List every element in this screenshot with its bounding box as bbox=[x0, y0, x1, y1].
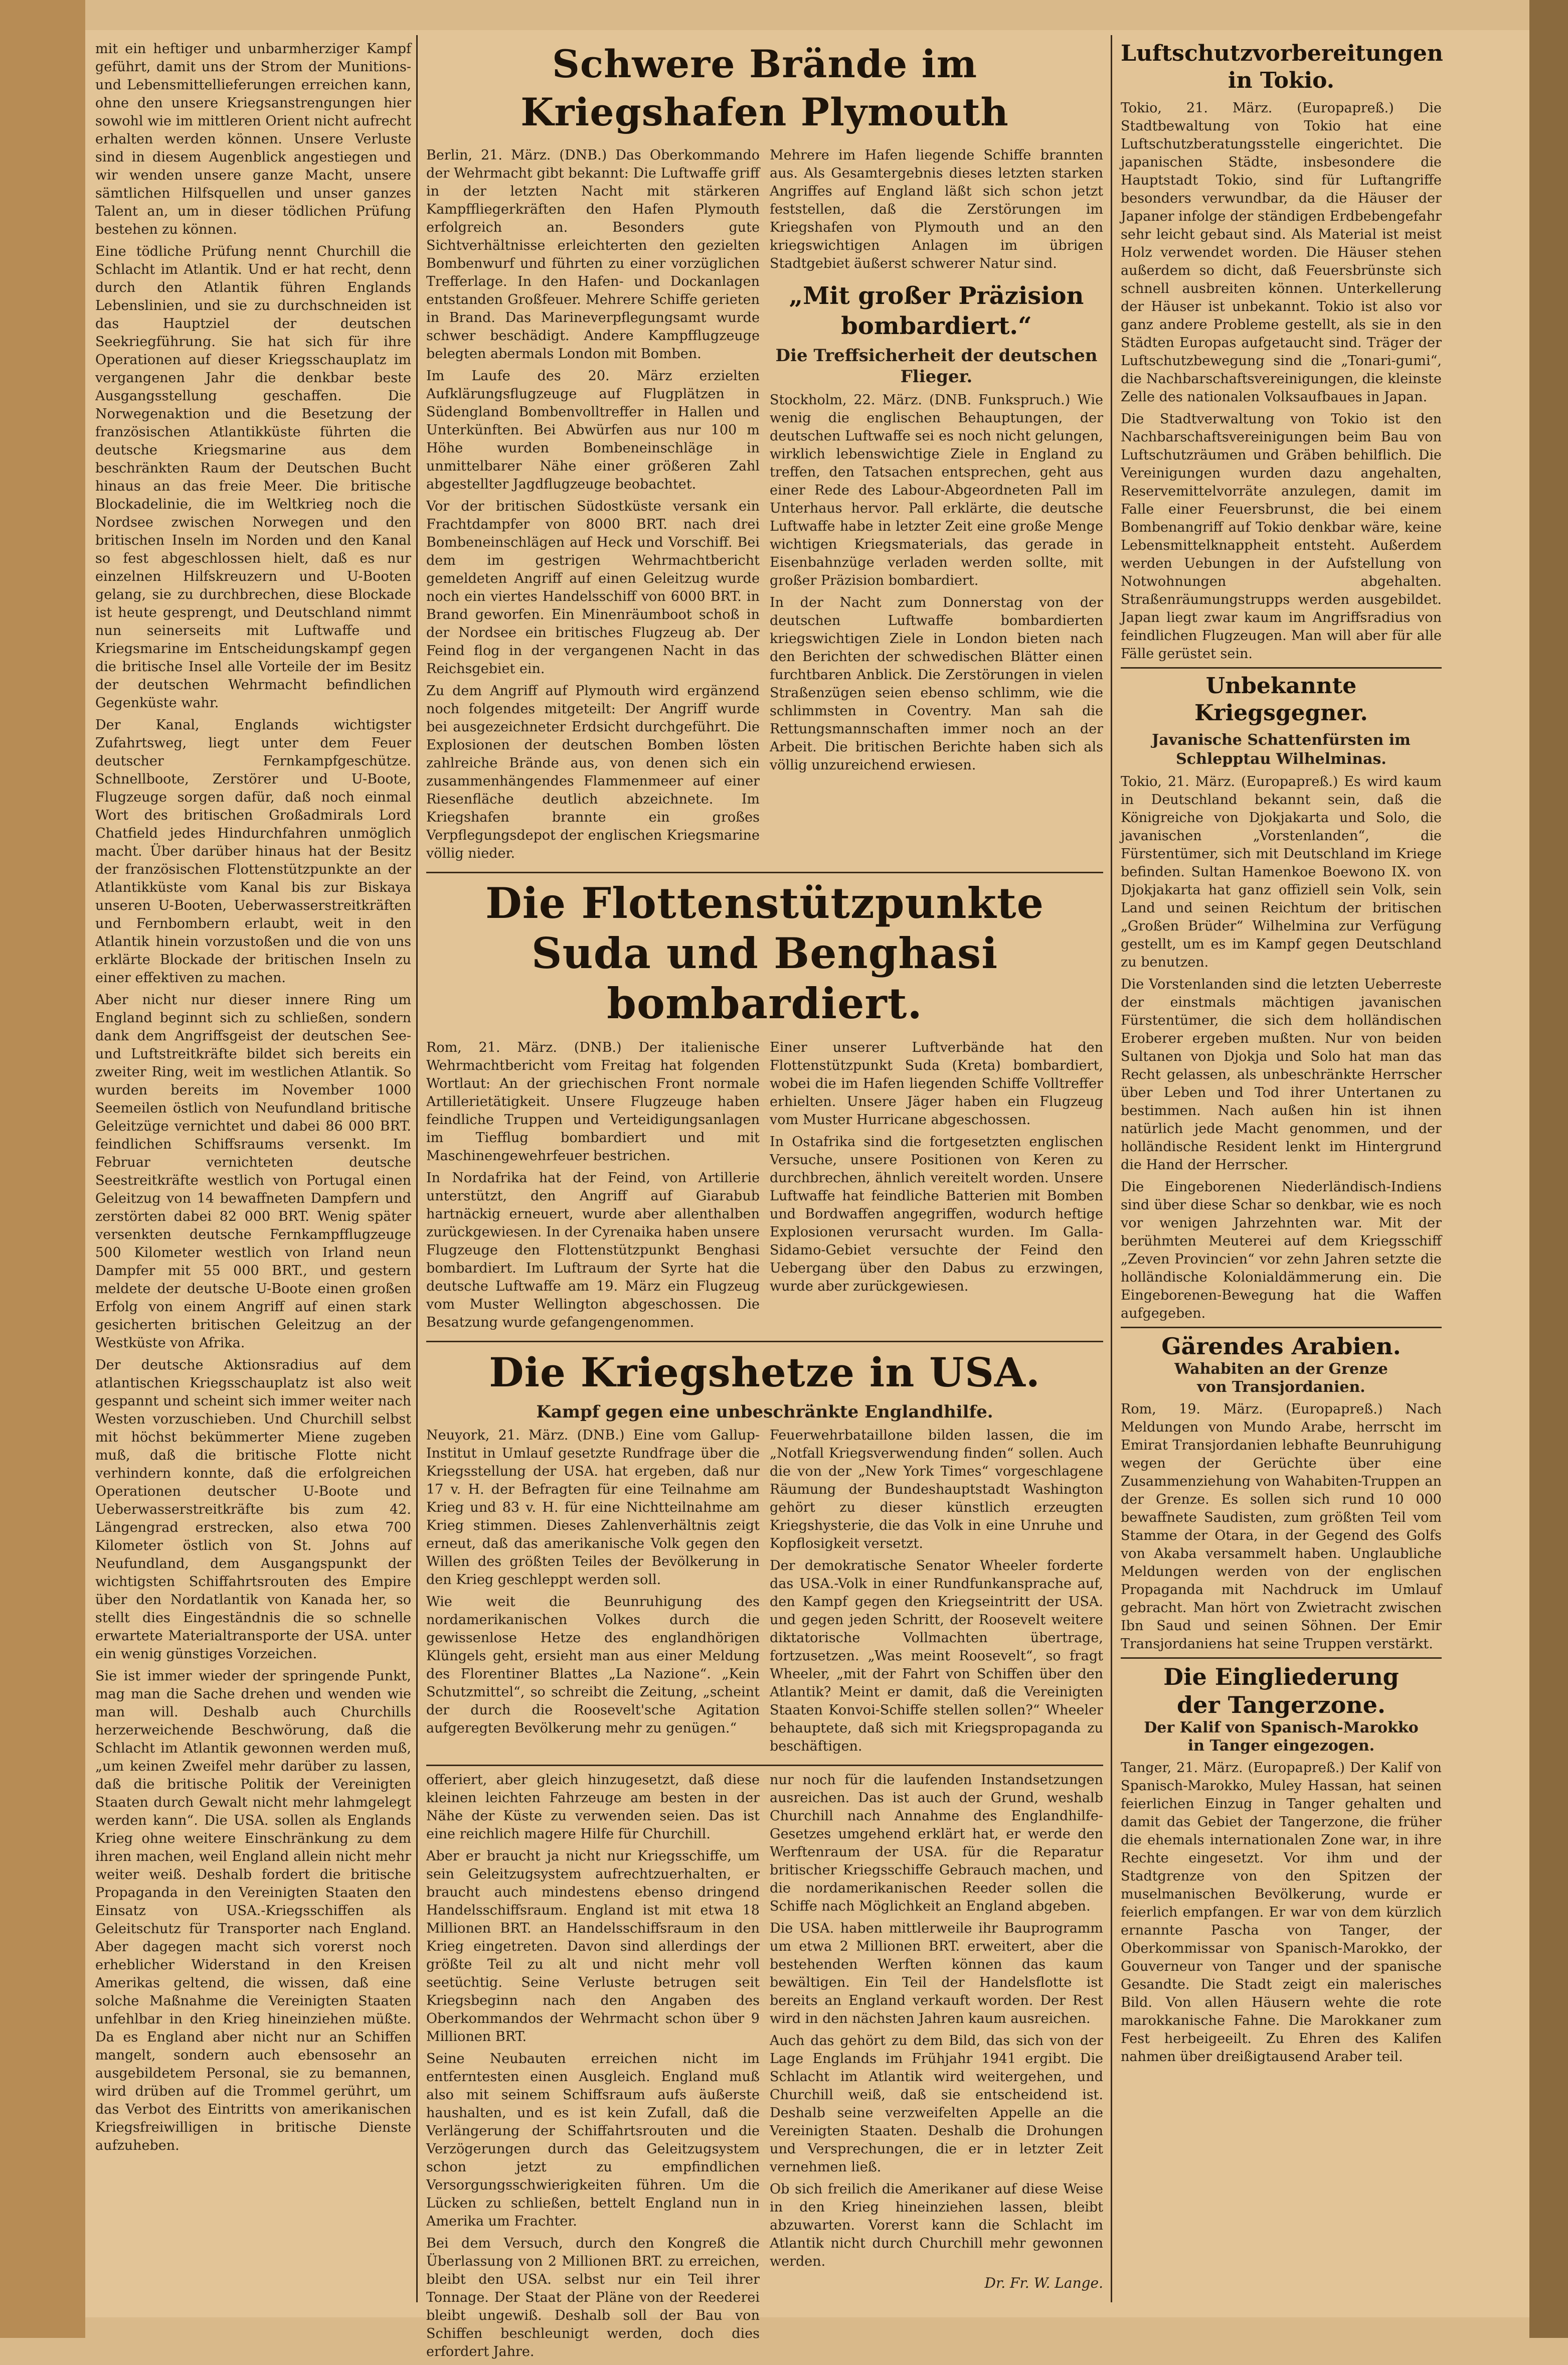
article-paragraph: Rom, 21. März. (DNB.) Der italienische Wehrmachtbericht vom Freitag hat folgenden Wortlaut: An der griechischen Front normale Artillerietätigkeit. Unsere Flugzeuge haben feindliche Truppen und Verteidigungsanlagen im Tiefflug bombardiert und mit Maschinengewehrfeuer bestrichen. bbox=[426, 1040, 760, 1164]
article-paragraph: Ob sich freilich die Amerikaner auf diese Weise in den Krieg hineinziehen lassen, bleibt abzuwarten. Vorerst kann die Schlacht im Atlantik nicht durch Churchill mehr gewonnen werden. bbox=[770, 2181, 1103, 2269]
section-divider bbox=[426, 1765, 1103, 1766]
section-divider bbox=[1121, 1657, 1442, 1659]
article-paragraph: Bei dem Versuch, durch den Kongreß die Überlassung von 2 Millionen BRT. zu erreichen, bleibt den USA. selbst nur ein Teil ihrer Tonnage. Der Staat der Pläne von der Reederei bleibt ungewiß. Deshalb soll der Bau von Schiffen beschleunigt werden, doch dies erfordert Jahre. bbox=[426, 2236, 760, 2359]
article-paragraph: offeriert, aber gleich hinzugesetzt, daß diese kleinen leichten Fahrzeuge am besten in der Nähe der Küste zu verwenden seien. Das ist eine reichlich magere Hilfe für Churchill. bbox=[426, 1772, 760, 1842]
article-paragraph: Aber er braucht ja nicht nur Kriegsschiffe, um sein Geleitzugsystem aufrechtzuerhalten, er braucht auch mindestens ebenso dringend Handelsschiffsraum. England ist mit etwa 18 Millionen BRT. an Handelsschiffsraum in den Krieg eingetreten. Davon sind allerdings der größte Teil zu alt und nicht mehr voll seetüchtig. Seine Verluste betrugen seit Kriegsbeginn nach den Angaben des Oberkommandos der Wehrmacht schon über 9 Millionen BRT. bbox=[426, 1848, 760, 2044]
headline-luftschutz-tokio-2: in Tokio. bbox=[1228, 68, 1335, 93]
section-divider bbox=[1121, 1327, 1442, 1328]
col1-paragraph: Aber nicht nur dieser innere Ring um England beginnt sich zu schließen, sondern dank dem Angriffsgeist der deutschen See- und Luftstreitkräfte bildet sich bereits ein zweiter Ring, weit im westlichen Atlantik. So wurden bereits im November 1000 Seemeilen östlich von Neufundland britische Geleitzüge vernichtet und dabei 86 000 BRT. feindlichen Schiffsraums versenkt. Im Februar vernichteten deutsche Seestreitkräfte westlich von Portugal einen Geleitzug von 14 bewaffneten Dampfern und zerstörten dabei 82 000 BRT. Wenig später versenkten deutsche Fernkampfflugzeuge 500 Kilometer westlich von Irland neun Dampfer mit 55 000 BRT., und gestern meldete der deutsche U-Boote einen großen Erfolg von einem Angriff auf einen stark gesicherten britischen Geleitzug an der Westküste von Afrika. bbox=[95, 992, 411, 1351]
col1-paragraph: Sie ist immer wieder der springende Punkt, mag man die Sache drehen und wenden wie man will. Deshalb auch Churchills herzerweichende Beschwörung, daß die Schlacht im Atlantik gewonnen werden muß, „um keinen Zweifel mehr darüber zu lassen, daß die britische Politik der Vereinigten Staaten durch Gewalt nicht mehr lahmgelegt werden kann“. Die USA. sollen als Englands Krieg ohne weitere Einschränkung zu dem ihren machen, weil England allein nicht mehr weiter weiß. Deshalb fordert die britische Propaganda in den Vereinigten Staaten den Einsatz von USA.-Kriegsschiffen als Geleitschutz für Transporter nach England. Aber dagegen macht sich vorerst noch erheblicher Widerstand in den Kreisen Amerikas geltend, die wissen, daß eine solche Maßnahme die Vereinigten Staaten unfehlbar in den Krieg hineinziehen müßte. Da es England aber nicht nur an Schiffen mangelt, sondern auch ebensosehr an ausgebildetem Personal, sie zu bemannen, wird drüben auf die Trommel gerührt, um das Verbot des Eintritts von amerikanischen Kriegsfreiwilligen in britische Dienste aufzuheben. bbox=[95, 1668, 411, 2153]
headline-kriegshetze-usa: Die Kriegshetze in USA. bbox=[489, 1349, 1040, 1396]
article-paragraph: Rom, 19. März. (Europapreß.) Nach Meldungen von Mundo Arabe, herrscht im Emirat Transjordanien lebhafte Beunruhigung wegen der Gerüchte über eine Zusammenziehung von Wahabiten-Truppen an der Grenze. Es sollen sich rund 10 000 bewaffnete Saudisten, zum größten Teil vom Stamme der Otara, in der Gegend des Golfs von Akaba versammelt haben. Unglaubliche Meldungen werden von der englischen Propaganda mit Nachdruck im Umlauf gebracht. Man hört von Zwietracht zwischen Ibn Saud und seinen Söhnen. Der Emir Transjordaniens hat seine Truppen verstärkt. bbox=[1121, 1401, 1442, 1652]
subline-treffsicherheit: Die Treffsicherheit der deutschen Flieger. bbox=[775, 346, 1098, 387]
article-paragraph: Die Stadtverwaltung von Tokio ist den Nachbarschaftsvereinigungen beim Bau von Luftschutzräumen und Gräben behilflich. Die Vereinigungen wurden dazu angehalten, Reservemittelvorräte anzulegen, damit im Falle einer Feuersbrunst, die bei einem Bombenangriff auf Tokio denkbar wäre, keine Lebensmittelknappheit entsteht. Außerdem werden Uebungen in der Aufstellung von Notwohnungen abgehalten. Straßenräumungstrupps werden ausgebildet. Japan liegt zwar kaum im Angriffsradius von feindlichen Flugzeugen. Man will aber für alle Fälle gerüstet sein. bbox=[1121, 411, 1442, 662]
newspaper-page bbox=[85, 30, 1529, 2359]
article-paragraph: In Ostafrika sind die fortgesetzten englischen Versuche, unsere Positionen von Keren zu durchbrechen, ähnlich vereitelt worden. Unsere Luftwaffe hat feindliche Batterien mit Bomben und Bordwaffen angegriffen, wodurch heftige Explosionen verursacht wurden. Im Galla-Sidamo-Gebiet versuchte der Feind den Uebergang über den Dabus zu erzwingen, wurde aber zurückgewiesen. bbox=[770, 1134, 1103, 1294]
article-paragraph: Der demokratische Senator Wheeler forderte das USA.-Volk in einer Rundfunkansprache auf, den Kampf gegen den Kriegseintritt der USA. und gegen jeden Schritt, der Roosevelt weitere diktatorische Vollmachten übertrage, fortzusetzen. „Was meint Roosevelt“, so fragt Wheeler, „mit der Fahrt von Schiffen über den Atlantik? Meint er damit, daß die Vereinigten Staaten Konvoi-Schiffe stellen sollen?“ Wheeler behauptete, daß sich mit Kriegspropaganda zu beschäftigen. bbox=[770, 1558, 1103, 1754]
subline-tanger: in Tanger eingezogen. bbox=[1187, 1737, 1375, 1755]
headline-luftschutz-tokio: Luftschutzvorbereitungen bbox=[1121, 41, 1443, 66]
headline-plymouth: Schwere Brände im Kriegshafen Plymouth bbox=[520, 42, 1009, 134]
subline-kalif: Der Kalif von Spanisch-Marokko bbox=[1144, 1719, 1419, 1737]
headline-arabien: Gärendes Arabien. bbox=[1161, 1333, 1401, 1360]
article-paragraph: Tokio, 21. März. (Europapreß.) Die Stadtbewaltung von Tokio hat eine Luftschutzberatungsstelle eingerichtet. Die japanischen Städte, insbesondere die Hauptstadt Tokio, sind für Luftangriffe besonders verwundbar, da die Häuser der Japaner infolge der ständigen Erdbebengefahr sehr leicht gebaut sind. Als Material ist meist Holz verwendet worden. Die Häuser stehen außerdem so dicht, daß Feuersbrünste sich schnell ausbreiten können. Unterkellerung der Häuser ist unbekannt. Tokio ist also vor ganz andere Probleme gestellt, als sie in den Städten Europas aufgetaucht sind. Träger der Luftschutzbewegung sind die „Tonari-gumi“, die Nachbarschaftsvereinigungen, die kleinste Zelle des nationalen Volksaufbaues in Japan. bbox=[1121, 100, 1442, 405]
section-divider bbox=[426, 1341, 1103, 1342]
article-paragraph: Die Eingeborenen Niederländisch-Indiens sind über diese Schar so denkbar, wie es noch vor wenigen Jahrzehnten war. Mit der berühmten Meuterei auf dem Kriegsschiff „Zeven Provincien“ vor zehn Jahren setzte die holländische Kolonialdämmerung ein. Die Eingeborenen-Bewegung hat die Waffen aufgegeben. bbox=[1121, 1179, 1442, 1321]
article-paragraph: Feuerwehrbataillone bilden lassen, die im „Notfall Kriegsverwendung finden“ sollen. Auch die von der „New York Times“ vorgeschlagene Räumung der Bundeshauptstadt Washington gehört zu dieser künstlich erzeugten Kriegshysterie, die das Volk in eine Unruhe und Kopflosigkeit versetzt. bbox=[770, 1428, 1103, 1551]
article-paragraph: Seine Neubauten erreichen nicht im entferntesten einen Ausgleich. England muß also mit seinem Schiffsraum aufs äußerste haushalten, und es ist kein Zufall, daß die Verlängerung der Schiffahrtsrouten und die Verzögerungen durch das Geleitzugsystem schon jetzt zu empfindlichen Versorgungsschwierigkeiten führen. Um die Lücken zu schließen, bettelt England nun in Amerika um Frachter. bbox=[426, 2051, 760, 2229]
column-4 bbox=[1121, 40, 1442, 2070]
page-edge-right bbox=[1529, 0, 1568, 2338]
headline-kriegsgegner: Unbekannte Kriegsgegner. bbox=[1194, 673, 1368, 726]
col1-paragraph: mit ein heftiger und unbarmherziger Kampf geführt, damit uns der Strom der Munitions- und Lebensmittellieferungen erreichen kann, ohne den unsere Kriegsanstrengungen hier sowohl wie im mittleren Orient nicht aufrecht erhalten werden können. Unsere Verluste sind in diesem Augenblick angestiegen und wir wenden unsere ganze Macht, unsere sämtlichen Hilfsquellen und unser ganzes Talent an, um in dieser tödlichen Prüfung bestehen zu können. bbox=[95, 41, 411, 237]
article-paragraph: Die Vorstenlanden sind die letzten Ueberreste der einstmals mächtigen javanischen Fürstentümer, die sich dem holländischen Eroberer ergeben mußten. Nur von beiden Sultanen von Djokja und Solo hat man das Recht gelassen, als unbeschränkte Herrscher über Leben und Tod ihrer Untertanen zu bestimmen. Nach außen hin ist ihnen natürlich jede Macht genommen, und der holländische Resident lenkt im Hintergrund die Hand der Herrscher. bbox=[1121, 977, 1442, 1173]
subline-wahabiten: Wahabiten an der Grenze bbox=[1174, 1360, 1388, 1378]
column-1 bbox=[95, 40, 411, 2159]
headline-suda-benghasi: Suda und Benghasi bombardiert. bbox=[531, 928, 998, 1028]
article-paragraph: nur noch für die laufenden Instandsetzungen ausreichen. Das ist auch der Grund, weshalb Churchill nach Annahme des Englandhilfe-Gesetzes umgehend erklärt hat, er werde den Werftenraum der USA. für die Reparatur britischer Kriegsschiffe Gebrauch machen, und die nordamerikanischen Reeder sollen die Schiffe nach Möglichkeit an England abgeben. bbox=[770, 1772, 1103, 1914]
article-paragraph: Im Laufe des 20. März erzielten Aufklärungsflugzeuge auf Flugplätzen in Südengland Bombenvolltreffer in Hallen und Unterkünften. Bei Abwürfen aus nur 100 m Höhe wurden Bombeneinschläge in unmittelbarer Nähe einer größeren Zahl abgestellter Jagdflugzeuge beobachtet. bbox=[426, 368, 760, 492]
article-paragraph: Einer unserer Luftverbände hat den Flottenstützpunkt Suda (Kreta) bombardiert, wobei die im Hafen liegenden Schiffe Volltreffer erhielten. Unsere Jäger haben ein Flugzeug vom Muster Hurricane abgeschossen. bbox=[770, 1040, 1103, 1128]
article-paragraph: Tokio, 21. März. (Europapreß.) Es wird kaum in Deutschland bekannt sein, daß die Königreiche von Djokjakarta und Solo, die javanischen „Vorstenlanden“, die Fürstentümer, sich mit Deutschland im Kriege befinden. Sultan Hamenkoe Boewono IX. von Djokjakarta hat ganz offiziell sein Volk, sein Land und seinen Reichtum der britischen „Großen Brüder“ Wilhelmina zur Verfügung gestellt, um es im Kampf gegen Deutschland zu benutzen. bbox=[1121, 774, 1442, 970]
article-paragraph: Zu dem Angriff auf Plymouth wird ergänzend noch folgendes mitgeteilt: Der Angriff wurde bei ausgezeichneter Erdsicht durchgeführt. Die Explosionen der deutschen Bomben lösten zahlreiche Brände aus, von denen sich ein zusammenhängendes Flammenmeer auf einer Riesenfläche deutlich abzeichnete. Im Kriegshafen brannte ein großes Verpflegungsdepot der englischen Kriegsmarine völlig nieder. bbox=[426, 683, 760, 861]
article-paragraph: Neuyork, 21. März. (DNB.) Eine vom Gallup-Institut in Umlauf gesetzte Rundfrage über die Kriegsstellung der USA. hat ergeben, daß nur 17 v. H. der Befragten für eine Teilnahme am Krieg und 83 v. H. für eine Nichtteilnahme am Krieg stimmen. Dieses Zahlenverhältnis zeigt erneut, daß das amerikanische Volk gegen den Willen des größten Teiles der Bevölkerung in den Krieg geschleppt werden soll. bbox=[426, 1428, 760, 1588]
article-paragraph: In der Nacht zum Donnerstag von der deutschen Luftwaffe bombardierten kriegswichtigen Ziele in London bieten nach den Berichten der schwedischen Blätter einen furchtbaren Anblick. Die Zerstörungen in vielen Straßenzügen seien ebenso schlimm, wie die schlimmsten in Coventry. Man sah die Rettungsmannschaften immer noch an der Arbeit. Die britischen Berichte haben sich als völlig unzureichend erwiesen. bbox=[770, 595, 1103, 773]
subheadline-praezision: „Mit großer Präzision bombardiert.“ bbox=[789, 282, 1084, 340]
article-paragraph: Stockholm, 22. März. (DNB. Funkspruch.) Wie wenig die englischen Behauptungen, der deutschen Luftwaffe sei es noch nicht gelungen, wirklich lebenswichtige Ziele in England zu treffen, den Tatsachen entsprechen, geht aus einer Rede des Labour-Abgeordneten Pall im Unterhaus hervor. Pall erklärte, die deutsche Luftwaffe habe in letzter Zeit eine große Menge wichtigen Kriegsmaterials, das gerade in Eisenbahnzüge verladen werden sollte, mit großer Präzision bombardiert. bbox=[770, 392, 1103, 588]
article-paragraph: In Nordafrika hat der Feind, von Artillerie unterstützt, den Angriff auf Giarabub hartnäckig erneuert, wurde aber allenthalben zurückgewiesen. In der Cyrenaika haben unsere Flugzeuge den Flottenstützpunkt Benghasi bombardiert. Im Luftraum der Syrte hat die deutsche Luftwaffe am 19. März ein Flugzeug vom Muster Wellington abgeschossen. Die Besatzung wurde gefangengenommen. bbox=[426, 1170, 760, 1330]
article-paragraph: Wie weit die Beunruhigung des nordamerikanischen Volkes durch die gewissenlose Hetze des englandhörigen Klüngels geht, ersieht man aus einer Meldung des Florentiner Blattes „La Nazione“. „Kein Schutzmittel“, so schreibt die Zeitung, „scheint der durch die Roosevelt'sche Agitation aufgeregten Bevölkerung mehr zu genügen.“ bbox=[426, 1594, 760, 1736]
article-paragraph: Die USA. haben mittlerweile ihr Bauprogramm um etwa 2 Millionen BRT. erweitert, aber die bestehenden Werften können das kaum bewältigen. Ein Teil der Handelsflotte ist bereits an England verkauft worden. Der Rest wird in den nächsten Jahren kaum ausreichen. bbox=[770, 1921, 1103, 2026]
section-divider bbox=[426, 872, 1103, 873]
section-divider bbox=[1121, 667, 1442, 669]
author-byline: Dr. Fr. W. Lange. bbox=[984, 2275, 1103, 2291]
article-paragraph: Auch das gehört zu dem Bild, das sich von der Lage Englands im Frühjahr 1941 ergibt. Die Schlacht im Atlantik wird weitergehen, und Churchill weiß, daß sie entscheidend ist. Deshalb seine verzweifelten Appelle an die Vereinigten Staaten. Deshalb die Drohungen und Versprechungen, die er in letzter Zeit vernehmen ließ. bbox=[770, 2033, 1103, 2175]
subline-englandhilfe: Kampf gegen eine unbeschränkte Englandhilfe. bbox=[536, 1402, 993, 1422]
column-divider bbox=[416, 35, 418, 2302]
col1-paragraph: Eine tödliche Prüfung nennt Churchill die Schlacht im Atlantik. Und er hat recht, denn durch den Atlantik führen Englands Lebenslinien, und sie zu durchschneiden ist das Hauptziel der deutschen Seekriegführung. Sie hat sich für ihre Operationen auf dieser Kriegsschauplatz im vergangenen Jahr die denkbar beste Ausgangsstellung geschaffen. Die Norwegenaktion und die Besetzung der französischen Atlantikküste führten die deutsche Kriegsmarine aus dem beschränkten Raum der Deutschen Bucht hinaus an das freie Meer. Die britische Blockadelinie, die im Weltkrieg noch die Nordsee zwischen Norwegen und den britischen Inseln im Norden und den Kanal so fest abgeschlossen hielt, daß es nur einzelnen Hilfskreuzern und U-Booten gelang, sie zu durchbrechen, diese Blockade ist heute gesprengt, und Deutschland nimmt nun seinerseits mit Luftwaffe und Kriegsmarine im Entscheidungskampf gegen die britische Insel alle Vorteile der im Besitz der deutschen Wehrmacht befindlichen Gegenküste wahr. bbox=[95, 244, 411, 711]
column-divider bbox=[1111, 35, 1112, 2302]
article-paragraph: Tanger, 21. März. (Europapreß.) Der Kalif von Spanisch-Marokko, Muley Hassan, hat seinen feierlichen Einzug in Tanger gehalten und damit das Gebiet der Tangerzone, die früher die ehemals internationalen Zone war, in ihre Rechte eingesetzt. Vor ihm und der Stadtgrenze von den Spitzen der muselmanischen Bevölkerung, wurde er feierlich empfangen. Er war von dem kürzlich ernannte Pascha von Tanger, der Oberkommissar von Spanisch-Marokko, der Gouverneur von Tanger und der spanische Gesandte. Die Stadt zeigt ein malerisches Bild. Von allen Häusern wehte die rote marokkanische Fahne. Die Marokkaner zum Fest herbeigeeilt. Zu Ehren des Kalifen nahmen über dreißigtausend Araber teil. bbox=[1121, 1760, 1442, 2065]
article-paragraph: Vor der britischen Südostküste versank ein Frachtdampfer von 8000 BRT. nach drei Bombeneinschlägen auf Heck und Vorschiff. Bei dem im gestrigen Wehrmachtbericht gemeldeten Angriff auf einen Geleitzug wurde noch ein viertes Handelsschiff von 6000 BRT. in Brand geworfen. Ein Minenräumboot schoß in der Nordsee ein britisches Flugzeug ab. Der Feind flog in der vergangenen Nacht in das Reichsgebiet ein. bbox=[426, 499, 760, 677]
headline-tangerzone-2: der Tangerzone. bbox=[1177, 1691, 1385, 1718]
headline-flottenstuetzpunkte: Die Flottenstützpunkte bbox=[485, 878, 1044, 928]
subline-schattenfuersten: Javanische Schattenfürsten im Schlepptau Wilhelminas. bbox=[1152, 731, 1411, 768]
article-paragraph: Mehrere im Hafen liegende Schiffe brannten aus. Als Gesamtergebnis dieses letzten starken Angriffes auf England läßt sich schon jetzt feststellen, daß die Zerstörungen im Kriegshafen von Plymouth und an den kriegswichtigen Anlagen im übrigen Stadtgebiet äußerst schwerer Natur sind. bbox=[770, 147, 1103, 271]
page-edge-left bbox=[0, 0, 85, 2338]
article-paragraph: Berlin, 21. März. (DNB.) Das Oberkommando der Wehrmacht gibt bekannt: Die Luftwaffe griff in der letzten Nacht mit stärkeren Kampffliegerkräften den Hafen Plymouth erfolgreich an. Besonders gute Sichtverhältnisse erleichterten den gezielten Bombenwurf und führten zu einer vorzüglichen Trefferlage. In den Hafen- und Dockanlagen entstanden Großfeuer. Mehrere Schiffe gerieten in Brand. Das Marineverpflegungsamt wurde schwer beschädigt. Andere Kampfflugzeuge belegten abermals London mit Bomben. bbox=[426, 147, 760, 362]
col1-paragraph: Der deutsche Aktionsradius auf dem atlantischen Kriegsschauplatz ist also weit gespannt und scheint sich immer weiter nach Westen vorzuschieben. Und Churchill selbst mit höchst bekümmerter Miene zugeben muß, daß die britische Flotte nicht verhindern konnte, daß die erfolgreichen Operationen deutscher U-Boote und Ueberwasserstreitkräfte bis zum 42. Längengrad erstrecken, also etwa 700 Kilometer östlich von St. Johns auf Neufundland, dem Ausgangspunkt der wichtigsten Schiffahrtsrouten des Empire über den Nordatlantik von Kanada her, so stellt dies Eingeständnis die so schnelle erwartete Materialtransporte der USA. unter ein wenig günstiges Vorzeichen. bbox=[95, 1357, 411, 1662]
headline-tangerzone: Die Eingliederung bbox=[1163, 1663, 1399, 1690]
col1-paragraph: Der Kanal, Englands wichtigster Zufahrtsweg, liegt unter dem Feuer deutscher Fernkampfgeschütze. Schnellboote, Zerstörer und U-Boote, Flugzeuge sorgen dafür, daß noch einmal Wort des britischen Großadmirals Lord Chatfield jedes Hindurchfahren unmöglich macht. Über darüber hinaus hat der Besitz der französischen Flottenstützpunkte an der Atlantikküste vom Kanal bis zur Biskaya unseren U-Booten, Ueberwasserstreitkräften und Fernbombern erlaubt, weit in den Atlantik hinein vorzustoßen und die von uns erklärte Blockade der britischen Inseln zu einer effektiven zu machen. bbox=[95, 717, 411, 986]
column-2-3 bbox=[426, 40, 1103, 2365]
subline-transjordanien: von Transjordanien. bbox=[1197, 1378, 1365, 1396]
